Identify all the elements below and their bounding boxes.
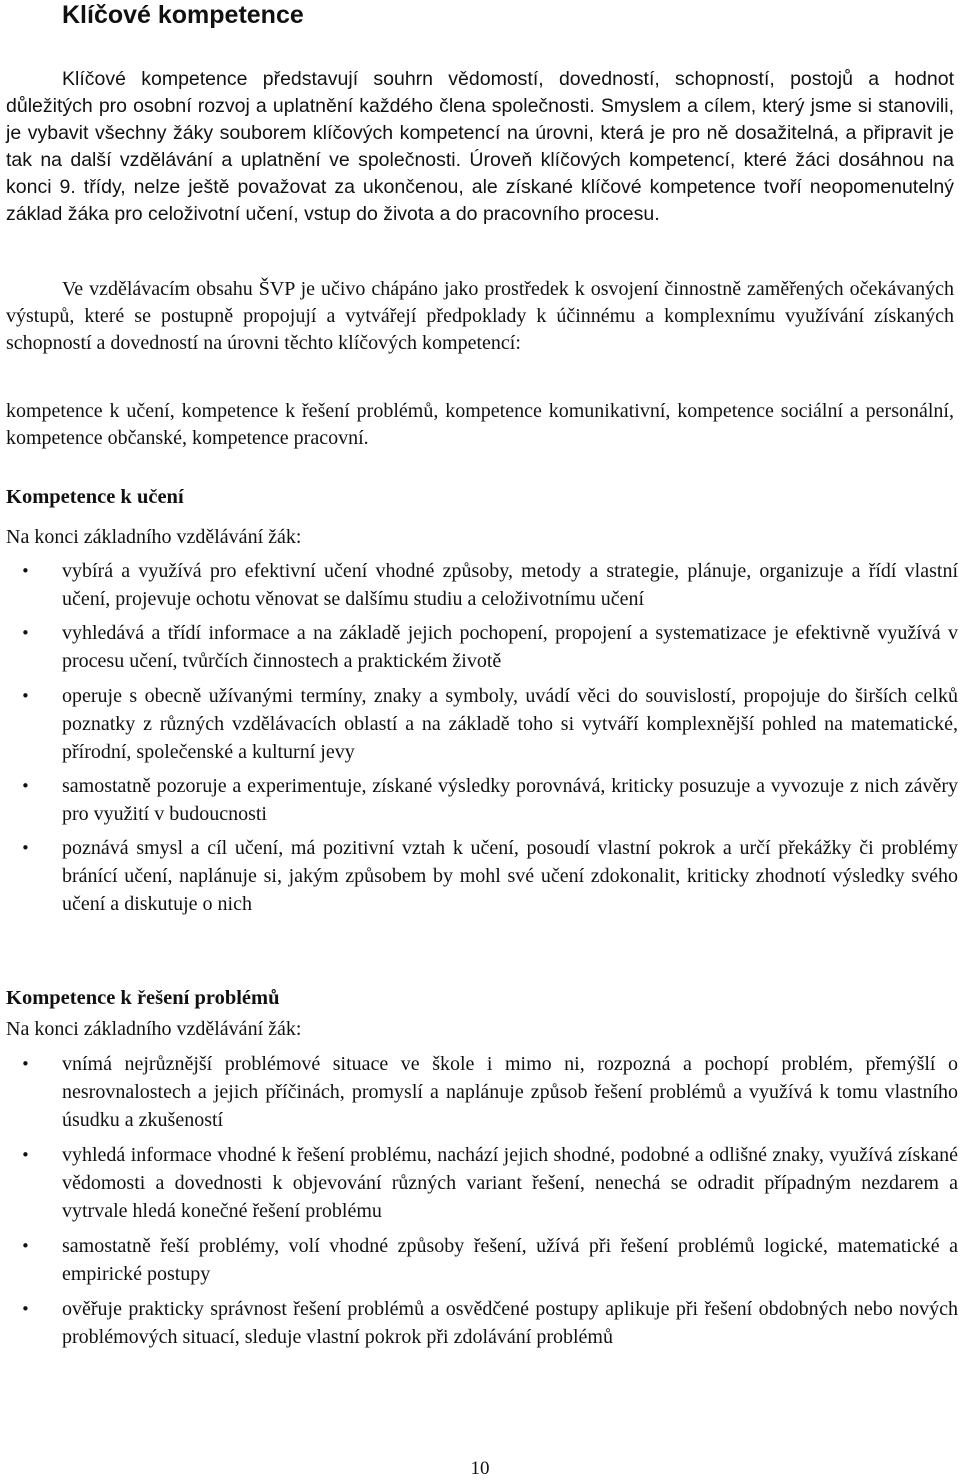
section-lead: Na konci základního vzdělávání žák: xyxy=(6,526,302,548)
bullet-icon: • xyxy=(21,1146,30,1164)
bullet-icon: • xyxy=(21,777,30,795)
bullet-icon: • xyxy=(21,839,30,857)
bullet-icon: • xyxy=(21,562,30,580)
bullet-icon: • xyxy=(21,1300,30,1318)
intro-paragraph: Klíčové kompetence představují souhrn vědomostí, dovedností, schopností, postojů a hodnot důležitých pro osobní rozvoj a uplatnění každého člena společnosti. Smyslem a cílem, který jsme si stanovili, je vybavit všechny žáky souborem klíčových kompetencí na úrovni, která je pro ně dosažitelná, a připravit je tak na další vzdělávání a uplatnění ve společnosti. Úroveň klíčových kompetencí, které žáci dosáhnou na konci 9. třídy, nelze ještě považovat za ukončenou, ale získané klíčové kompetence tvoří neopomenutelný základ žáka pro celoživotní učení, vstup do života a do pracovního procesu. xyxy=(6,68,954,225)
section-heading-learning: Kompetence k učení xyxy=(6,486,184,508)
bullet-icon: • xyxy=(21,1055,30,1073)
page-title: Klíčové kompetence xyxy=(62,1,304,29)
list-item: • samostatně pozoruje a experimentuje, získané výsledky porovnává, kriticky posuzuje a vyvozuje z nich závěry pro využití v budoucnosti xyxy=(0,772,960,828)
bullet-icon: • xyxy=(21,687,30,705)
section-heading-problem-solving: Kompetence k řešení problémů xyxy=(6,987,280,1009)
bullet-icon: • xyxy=(21,624,30,642)
list-item: • vnímá nejrůznější problémové situace ve škole i mimo ni, rozpozná a pochopí problém, přemýšlí o nesrovnalostech a jejich příčinách, promyslí a naplánuje způsob řešení problémů a využívá k tomu vlastního úsudku a zkušeností xyxy=(0,1050,960,1134)
bullet-icon: • xyxy=(21,1237,30,1255)
list-item: • vyhledává a třídí informace a na základě jejich pochopení, propojení a systematizace je efektivně využívá v procesu učení, tvůrčích činnostech a praktickém životě xyxy=(0,619,960,675)
page-number: 10 xyxy=(470,1458,490,1479)
list-item: • samostatně řeší problémy, volí vhodné způsoby řešení, užívá při řešení problémů logické, matematické a empirické postupy xyxy=(0,1232,960,1288)
problem-solving-competence-list xyxy=(0,1050,960,1351)
list-item: • vyhledá informace vhodné k řešení problému, nachází jejich shodné, podobné a odlišné znaky, využívá získané vědomosti a dovednosti k objevování různých variant řešení, nenechá se odradit případným nezdarem a vytrvale hledá konečné řešení problému xyxy=(0,1141,960,1225)
list-item: • operuje s obecně užívanými termíny, znaky a symboly, uvádí věci do souvislostí, propojuje do širších celků poznatky z různých vzdělávacích oblastí a na základě toho si vytváří komplexnější pohled na matematické, přírodní, společenské a kulturní jevy xyxy=(0,682,960,766)
list-item: • ověřuje prakticky správnost řešení problémů a osvědčené postupy aplikuje při řešení obdobných nebo nových problémových situací, sleduje vlastní pokrok při zdolávání problémů xyxy=(0,1295,960,1351)
list-item: • vybírá a využívá pro efektivní učení vhodné způsoby, metody a strategie, plánuje, organizuje a řídí vlastní učení, projevuje ochotu věnovat se dalšímu studiu a celoživotnímu učení xyxy=(0,557,960,613)
section-lead: Na konci základního vzdělávání žák: xyxy=(6,1018,302,1040)
learning-competence-list xyxy=(0,557,960,918)
competences-list-paragraph: kompetence k učení, kompetence k řešení problémů, kompetence komunikativní, kompetence sociální a personální, kompetence občanské, kompetence pracovní. xyxy=(6,400,954,449)
content-paragraph: Ve vzdělávacím obsahu ŠVP je učivo chápáno jako prostředek k osvojení činnostně zaměřených očekávaných výstupů, které se postupně propojují a vytvářejí předpoklady k účinnému a komplexnímu využívání získaných schopností a dovedností na úrovni těchto klíčových kompetencí: xyxy=(6,278,954,354)
list-item: • poznává smysl a cíl učení, má pozitivní vztah k učení, posoudí vlastní pokrok a určí překážky či problémy bránící učení, naplánuje si, jakým způsobem by mohl své učení zdokonalit, kriticky zhodnotí výsledky svého učení a diskutuje o nich xyxy=(0,834,960,918)
